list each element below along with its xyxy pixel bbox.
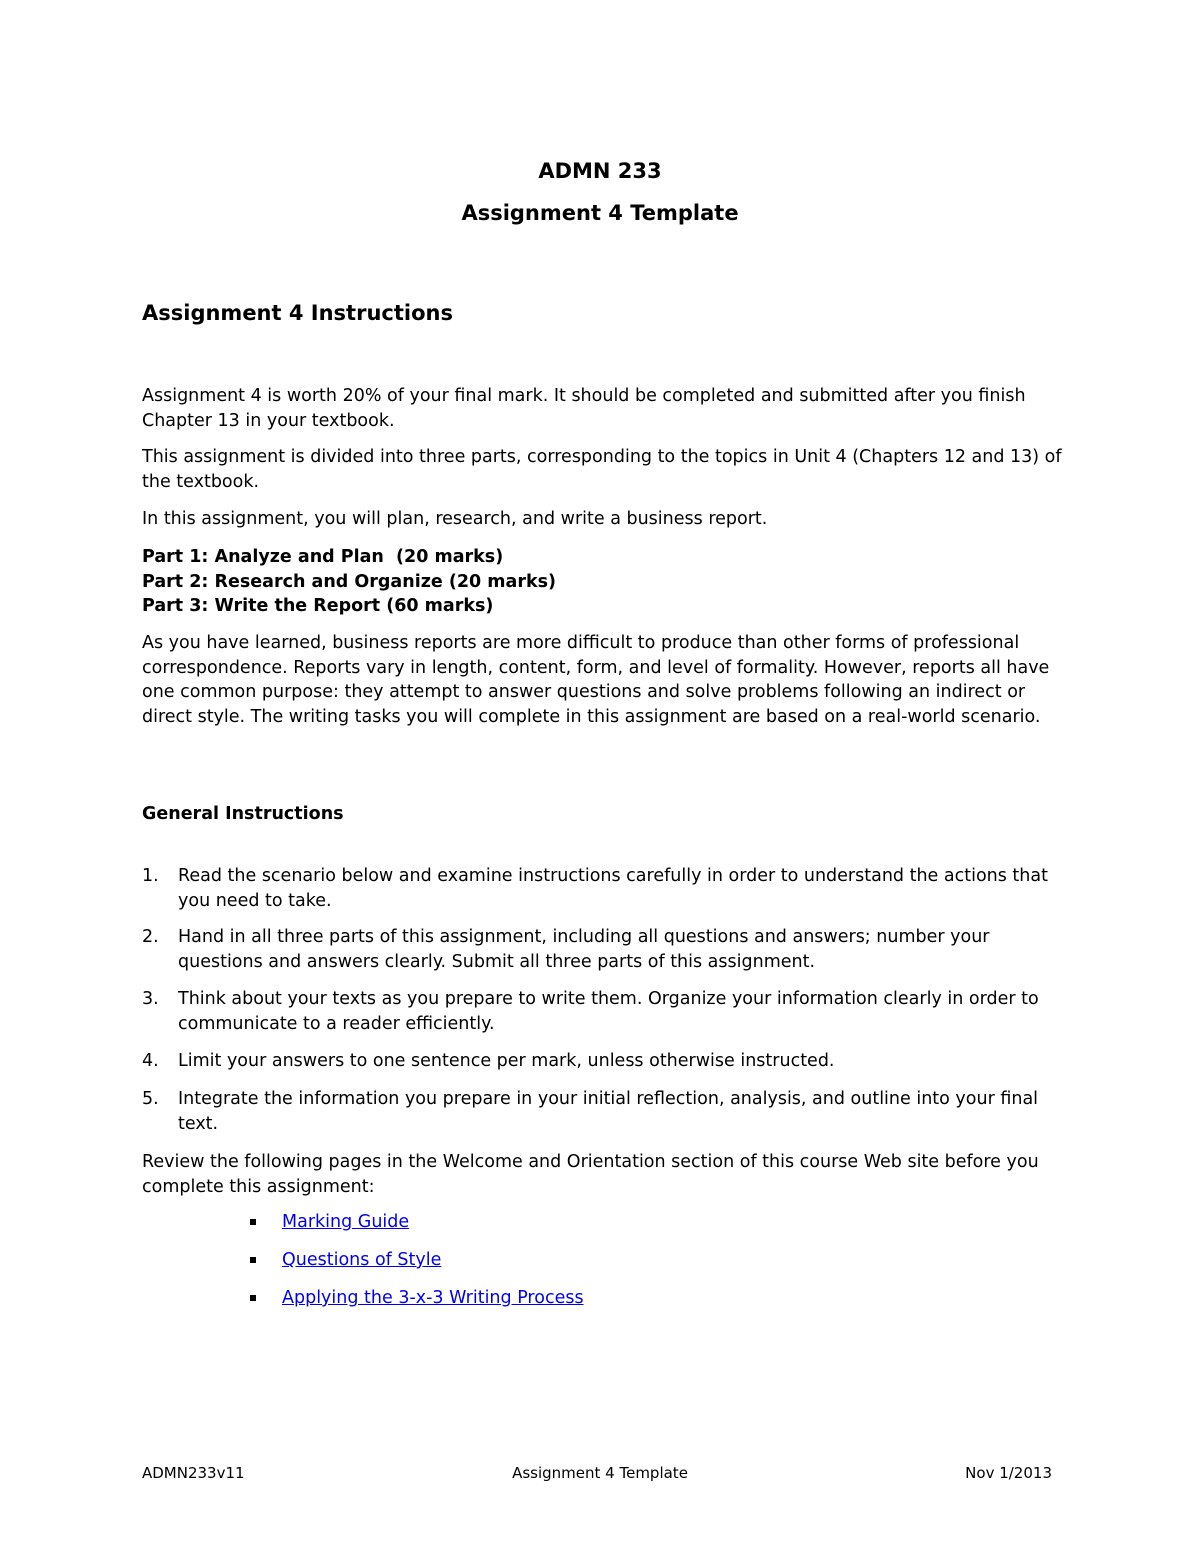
paragraph-overview: As you have learned, business reports are more difficult to produce than other forms of professional correspondence. Reports vary in length, content, form, and level of formality. However, reports all have one common purpose: they attempt to answer questions and solve problems following an indirect or direct style. The writing tasks you will complete in this assignment are based on a real-world scenario. xyxy=(142,633,1050,727)
general-instructions-heading: General Instructions xyxy=(142,804,344,824)
document-title: Assignment 4 Template xyxy=(461,201,739,225)
marking-guide-link[interactable]: Marking Guide xyxy=(282,1212,410,1232)
parts-list xyxy=(142,545,556,619)
paragraph-review: Review the following pages in the Welcome and Orientation section of this course Web site before you complete this assignment: xyxy=(142,1152,1039,1197)
list-number: 4. xyxy=(142,1051,159,1071)
bullet-icon xyxy=(250,1295,256,1301)
list-item-text: Think about your texts as you prepare to write them. Organize your information clearly in order to communicate to a reader efficiently. xyxy=(178,989,1039,1034)
part-3: Part 3: Write the Report (60 marks) xyxy=(142,596,494,616)
bullet-icon xyxy=(250,1219,256,1225)
list-item-text: Limit your answers to one sentence per mark, unless otherwise instructed. xyxy=(178,1051,835,1071)
list-item-text: Hand in all three parts of this assignment, including all questions and answers; number your questions and answers clearly. Submit all three parts of this assignment. xyxy=(178,927,990,972)
paragraph-task: In this assignment, you will plan, research, and write a business report. xyxy=(142,509,768,529)
writing-process-link[interactable]: Applying the 3-x-3 Writing Process xyxy=(282,1288,584,1308)
list-number: 1. xyxy=(142,866,159,886)
paragraph-worth: Assignment 4 is worth 20% of your final mark. It should be completed and submitted after you finish Chapter 13 in your textbook. xyxy=(142,386,1026,431)
list-number: 2. xyxy=(142,927,159,947)
questions-of-style-link[interactable]: Questions of Style xyxy=(282,1250,442,1270)
footer-title: Assignment 4 Template xyxy=(512,1464,688,1482)
course-title: ADMN 233 xyxy=(538,159,662,183)
list-item-text: Integrate the information you prepare in your initial reflection, analysis, and outline into your final text. xyxy=(178,1089,1039,1134)
instructions-heading: Assignment 4 Instructions xyxy=(142,301,453,325)
part-1: Part 1: Analyze and Plan (20 marks) xyxy=(142,547,504,567)
list-number: 3. xyxy=(142,989,159,1009)
footer-date: Nov 1/2013 xyxy=(965,1464,1052,1482)
list-item-text: Read the scenario below and examine instructions carefully in order to understand the actions that you need to take. xyxy=(178,866,1048,911)
bullet-icon xyxy=(250,1257,256,1263)
paragraph-parts: This assignment is divided into three parts, corresponding to the topics in Unit 4 (Chapters 12 and 13) of the textbook. xyxy=(142,447,1062,492)
part-2: Part 2: Research and Organize (20 marks) xyxy=(142,571,557,592)
list-number: 5. xyxy=(142,1089,159,1109)
footer-version: ADMN233v11 xyxy=(142,1464,245,1482)
